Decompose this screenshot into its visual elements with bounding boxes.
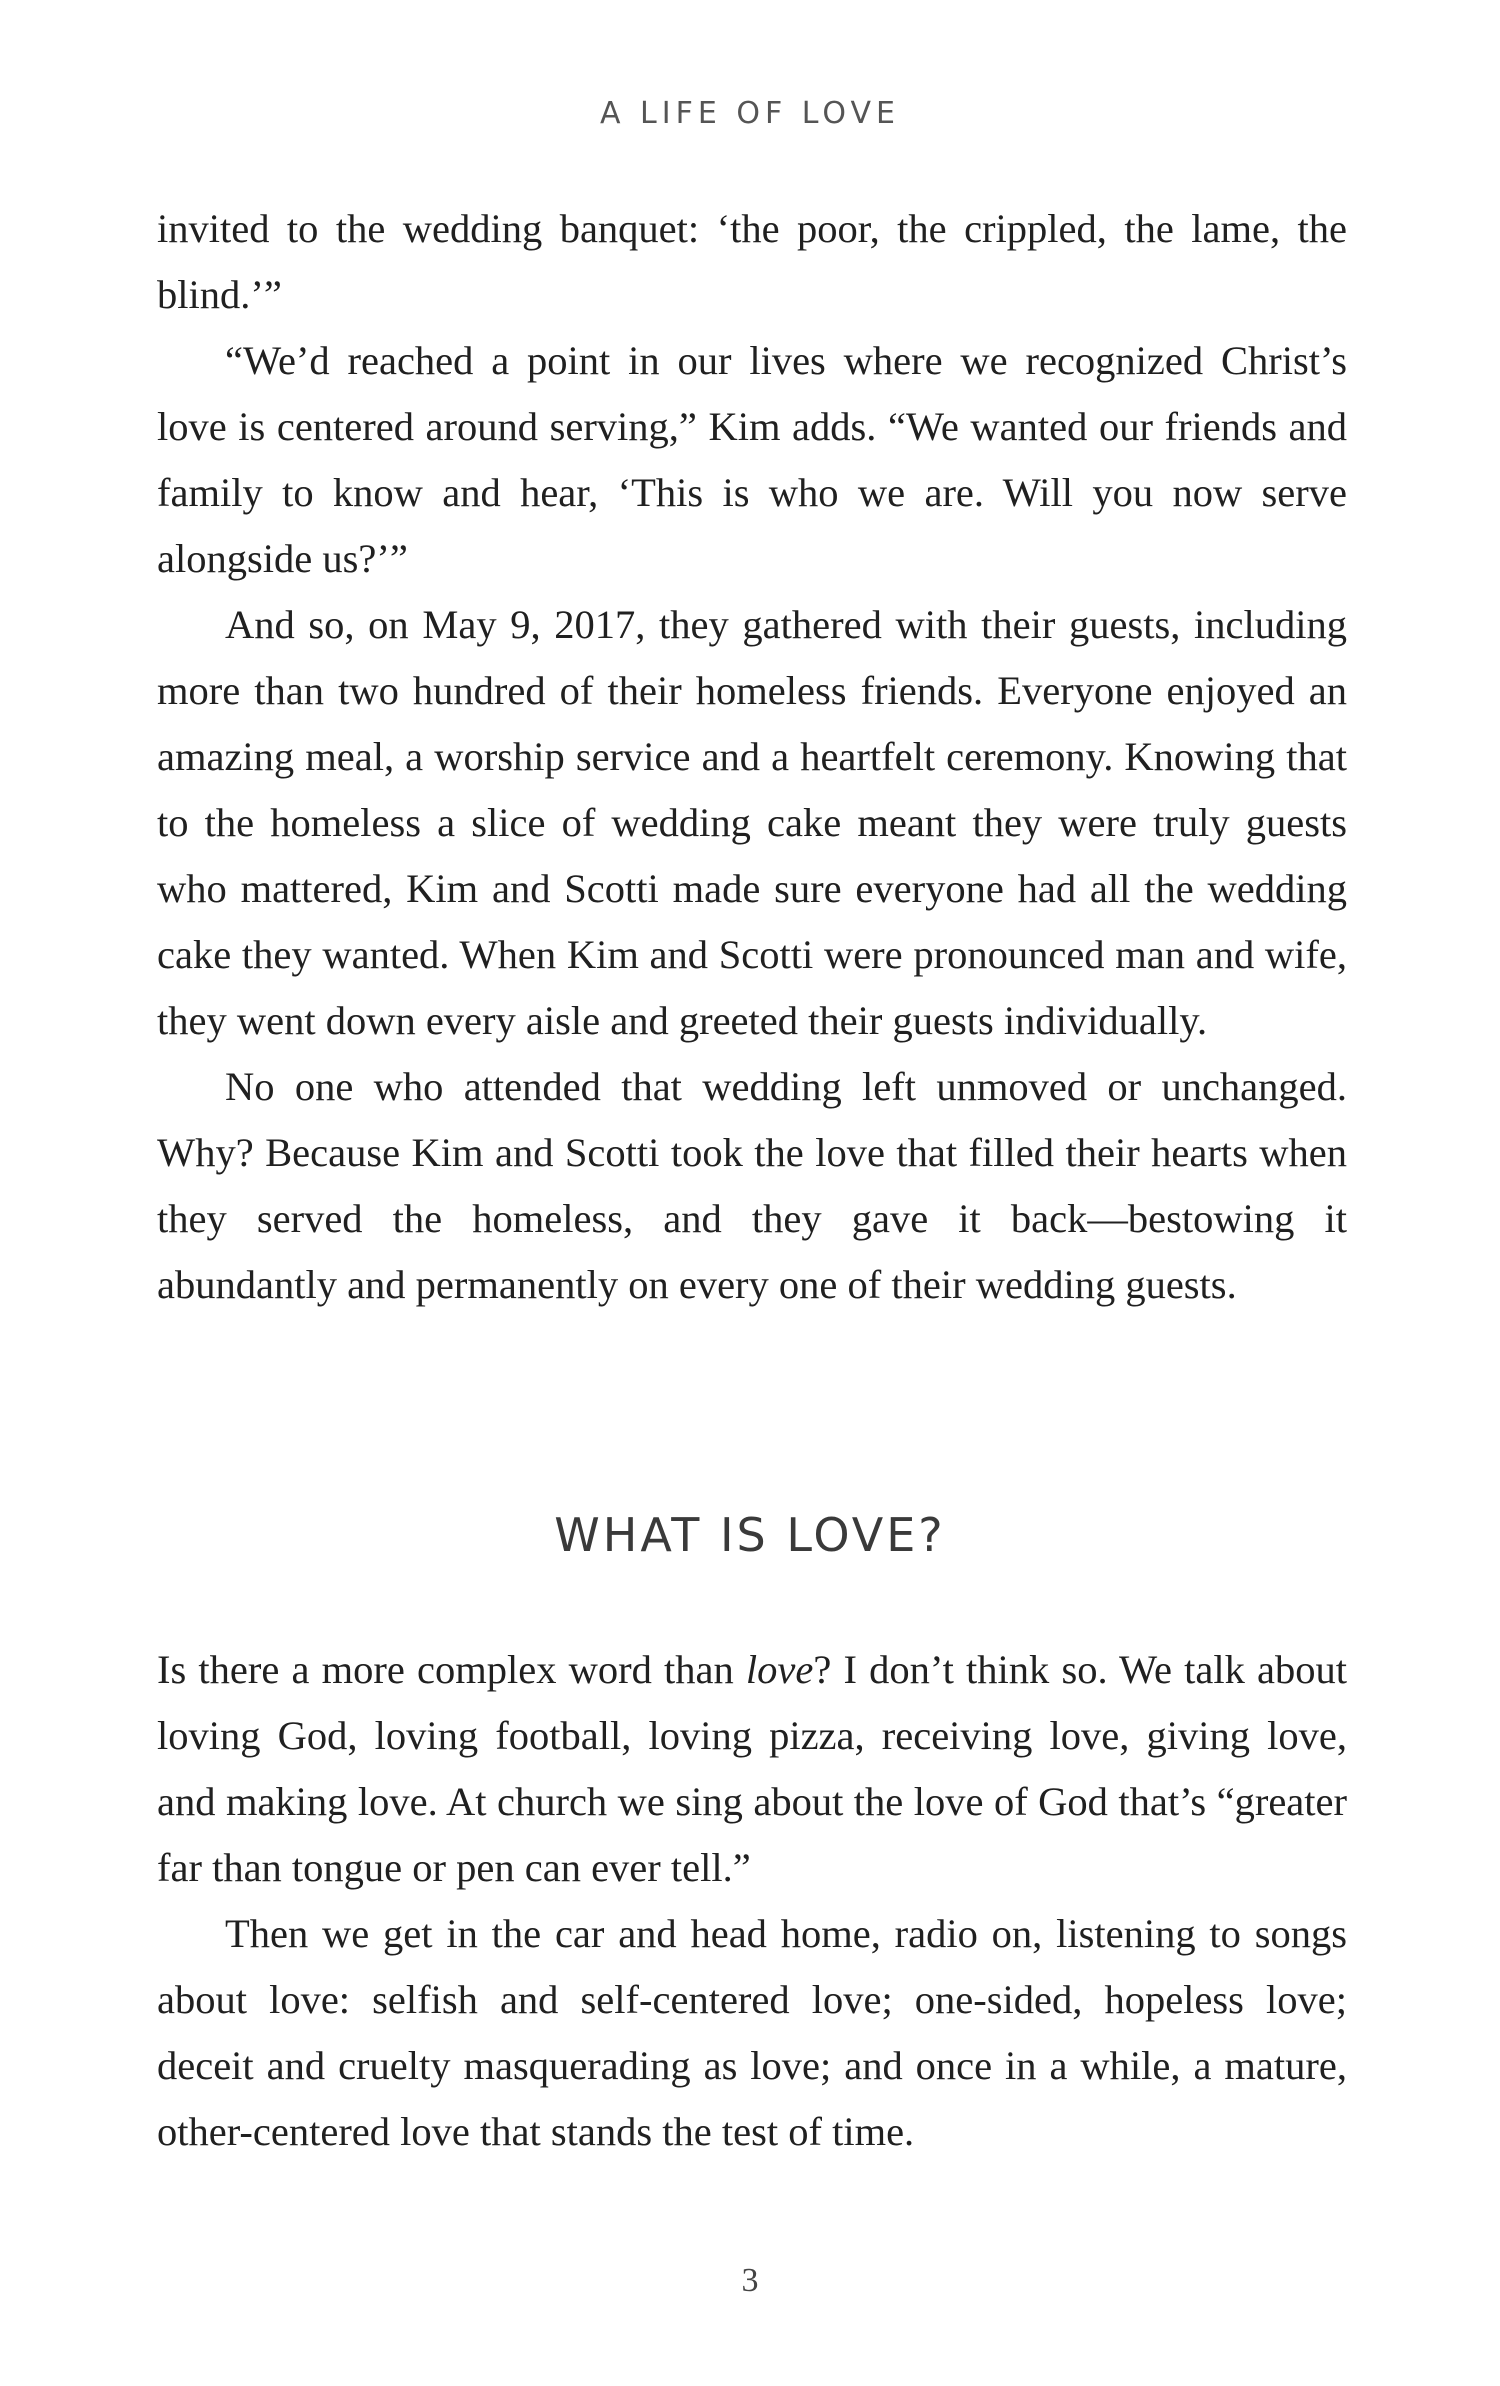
paragraph-complex-word — [157, 1637, 1347, 1901]
paragraph-complex-word-rest: ? I don’t think so. We talk about loving God, loving football, loving pizza, receiving love, giving love, and making love. At church we sing about the love of God that’s “greater far than tongue or pen can ever tell.” — [157, 1647, 1347, 1890]
paragraph-complex-word-start: Is there a more complex word than — [157, 1647, 746, 1692]
paragraph-kim-quote: “We’d reached a point in our lives where we recognized Christ’s love is centered around serving,” Kim adds. “We wanted our friends and family to know and hear, ‘This is who we are. Will you now serve alongside us?’” — [157, 338, 1347, 581]
italic-word-love: love — [745, 1647, 814, 1692]
section-heading: WHAT IS LOVE? — [554, 1508, 946, 1562]
paragraph-wedding-day: And so, on May 9, 2017, they gathered with their guests, including more than two hundred of their homeless friends. Everyone enjoyed an amazing meal, a worship service and a heartfelt ceremony. Knowing that to the homeless a slice of wedding cake meant they were truly guests who mattered, Kim and Scotti made sure everyone had all the wedding cake they wanted. When Kim and Scotti were pronounced man and wife, they went down every aisle and greeted their guests individually. — [157, 602, 1347, 1043]
paragraph-unchanged: No one who attended that wedding left unmoved or unchanged. Why? Because Kim and Scotti took the love that filled their hearts when they served the homeless, and they gave it back—bestowing it abundantly and permanently on every one of their wedding guests. — [157, 1064, 1347, 1307]
body-text-top — [157, 196, 1347, 1318]
paragraph-songs-about-love: Then we get in the car and head home, radio on, listening to songs about love: selfish and self-centered love; one-sided, hopeless love; deceit and cruelty masquerading as love; and once in a while, a mature, other-centered love that stands the test of time. — [157, 1911, 1347, 2154]
page-number: 3 — [741, 2262, 759, 2299]
paragraph-continuation: invited to the wedding banquet: ‘the poor, the crippled, the lame, the blind.’” — [157, 206, 1347, 317]
body-text-bottom — [157, 1637, 1347, 2165]
running-head: A LIFE OF LOVE — [600, 96, 900, 131]
